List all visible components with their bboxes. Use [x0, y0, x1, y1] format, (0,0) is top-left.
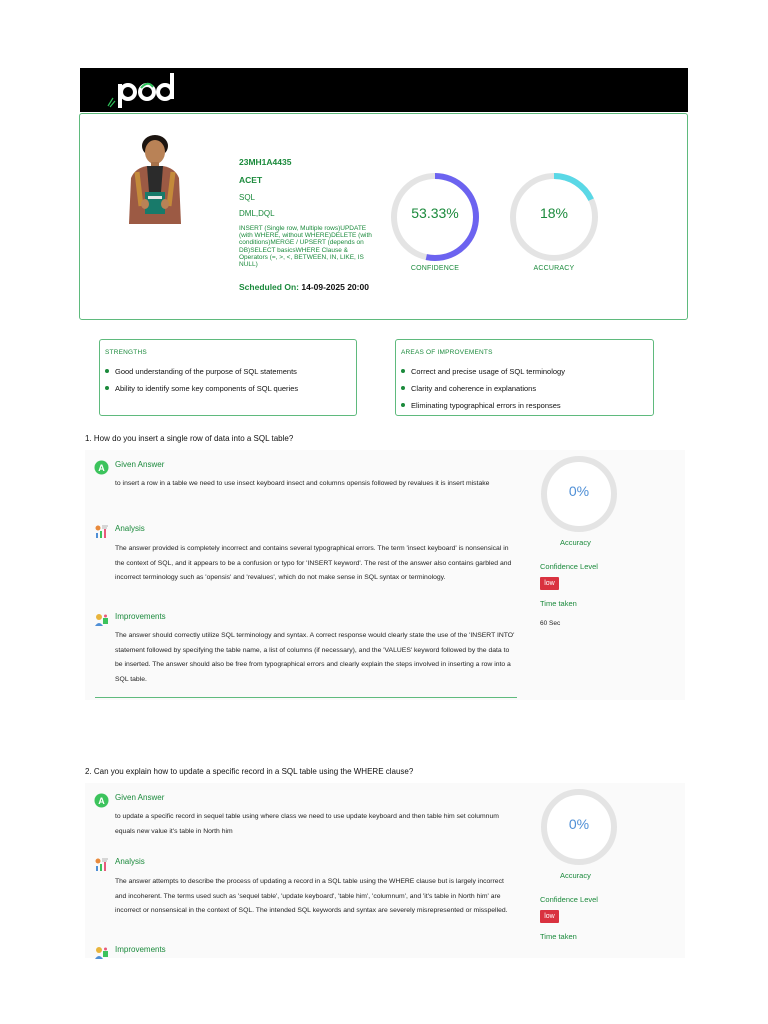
svg-text:A: A	[98, 463, 105, 473]
student-avatar	[115, 132, 195, 224]
time-taken-value: 60 Sec	[540, 620, 561, 627]
question-title: 1. How do you insert a single row of data into a SQL table?	[85, 434, 294, 443]
time-taken-label: Time taken	[540, 599, 577, 608]
given-answer-text: to update a specific record in sequel table using where class we need to use update keyboard and then table him set columnum equals new value it's table in North him	[115, 813, 499, 835]
given-answer-text: to insert a row in a table we need to use insect keyboard insect and columns opensis followed by revalues it is insert mistake	[115, 480, 490, 487]
subject-name: SQL	[239, 193, 256, 202]
svg-text:A: A	[98, 796, 105, 806]
question-accuracy-value: 0%	[568, 483, 590, 499]
module-name: DML,DQL	[239, 209, 275, 218]
pod-logo	[104, 68, 184, 112]
analysis-icon	[94, 524, 109, 539]
question-accuracy-label: Accuracy	[560, 871, 591, 880]
improvements-title: AREAS OF IMPROVEMENTS	[401, 349, 493, 356]
confidence-level-label: Confidence Level	[540, 895, 598, 904]
answer-icon	[94, 460, 109, 475]
given-answer-heading: Given Answer	[115, 460, 165, 469]
analysis-text: The answer attempts to describe the process of updating a record in a SQL table using the WHERE clause but is largely incorrect and incoherent. The terms used such as 'sequel table', 'update keyboard', 'table him', 'columnum', and 'it's table in North him' are incorrect or nonsensical in the context of SQL. The intended SQL keywords and syntax are severely misrepresented or misspelled.	[115, 878, 508, 915]
improvements-text: The answer should correctly utilize SQL terminology and syntax. A correct response would clearly state the use of the 'INSERT INTO' statement followed by specifying the table name, a list of columns (if necessary), and the 'VALUES' keyword followed by the data to be inserted. The answer should also be free from typographical errors and clearly explain the steps involved in inserting a row into a SQL table.	[115, 632, 515, 684]
confidence-level-badge: low	[540, 910, 559, 923]
strengths-title: STRENGTHS	[105, 349, 147, 356]
improvement-item: Correct and precise usage of SQL terminology	[401, 367, 565, 376]
topics-text: INSERT (Single row, Multiple rows)UPDATE (with WHERE, without WHERE)DELETE (with conditions)MERGE / UPSERT (depends on DB)SELECT basicsWHERE Clause & Operators (=, >, <, BETWEEN, IN, LIKE, IS NULL)	[239, 225, 372, 269]
strength-item: Ability to identify some key components of SQL queries	[105, 384, 298, 393]
improvements-icon	[94, 945, 109, 960]
improvement-item: Clarity and coherence in explanations	[401, 384, 536, 393]
confidence-level-label: Confidence Level	[540, 562, 598, 571]
question-divider	[95, 697, 517, 698]
analysis-heading: Analysis	[115, 524, 145, 533]
improvements-box	[395, 339, 654, 416]
confidence-level-badge: low	[540, 577, 559, 590]
scheduled-on: Scheduled On: 14-09-2025 20:00	[239, 282, 369, 292]
analysis-heading: Analysis	[115, 857, 145, 866]
improvements-icon	[94, 612, 109, 627]
accuracy-value: 18%	[539, 205, 569, 221]
analysis-icon	[94, 857, 109, 872]
question-title: 2. Can you explain how to update a specific record in a SQL table using the WHERE clause?	[85, 767, 414, 776]
question-accuracy-value: 0%	[568, 816, 590, 832]
improvements-heading: Improvements	[115, 612, 166, 621]
analysis-text: The answer provided is completely incorrect and contains several typographical errors. The term 'insect keyboard' is nonsensical in the context of SQL, and it appears to be a confusion or typo for 'INSERT keyword'. The rest of the answer also contains garbled and incorrect terminology such as 'opensis' and 'revalues', which do not make sense in SQL syntax or terminology.	[115, 545, 512, 582]
time-taken-label: Time taken	[540, 932, 577, 941]
confidence-label: CONFIDENCE	[410, 265, 460, 272]
strengths-box	[99, 339, 357, 416]
improvements-heading: Improvements	[115, 945, 166, 954]
accuracy-label: ACCURACY	[533, 265, 575, 272]
college-name: ACET	[239, 175, 263, 185]
given-answer-heading: Given Answer	[115, 793, 165, 802]
improvement-item: Eliminating typographical errors in responses	[401, 401, 561, 410]
student-id: 23MH1A4435	[239, 157, 292, 167]
question-accuracy-label: Accuracy	[560, 538, 591, 547]
answer-icon	[94, 793, 109, 808]
strength-item: Good understanding of the purpose of SQL statements	[105, 367, 297, 376]
confidence-value: 53.33%	[411, 205, 459, 221]
